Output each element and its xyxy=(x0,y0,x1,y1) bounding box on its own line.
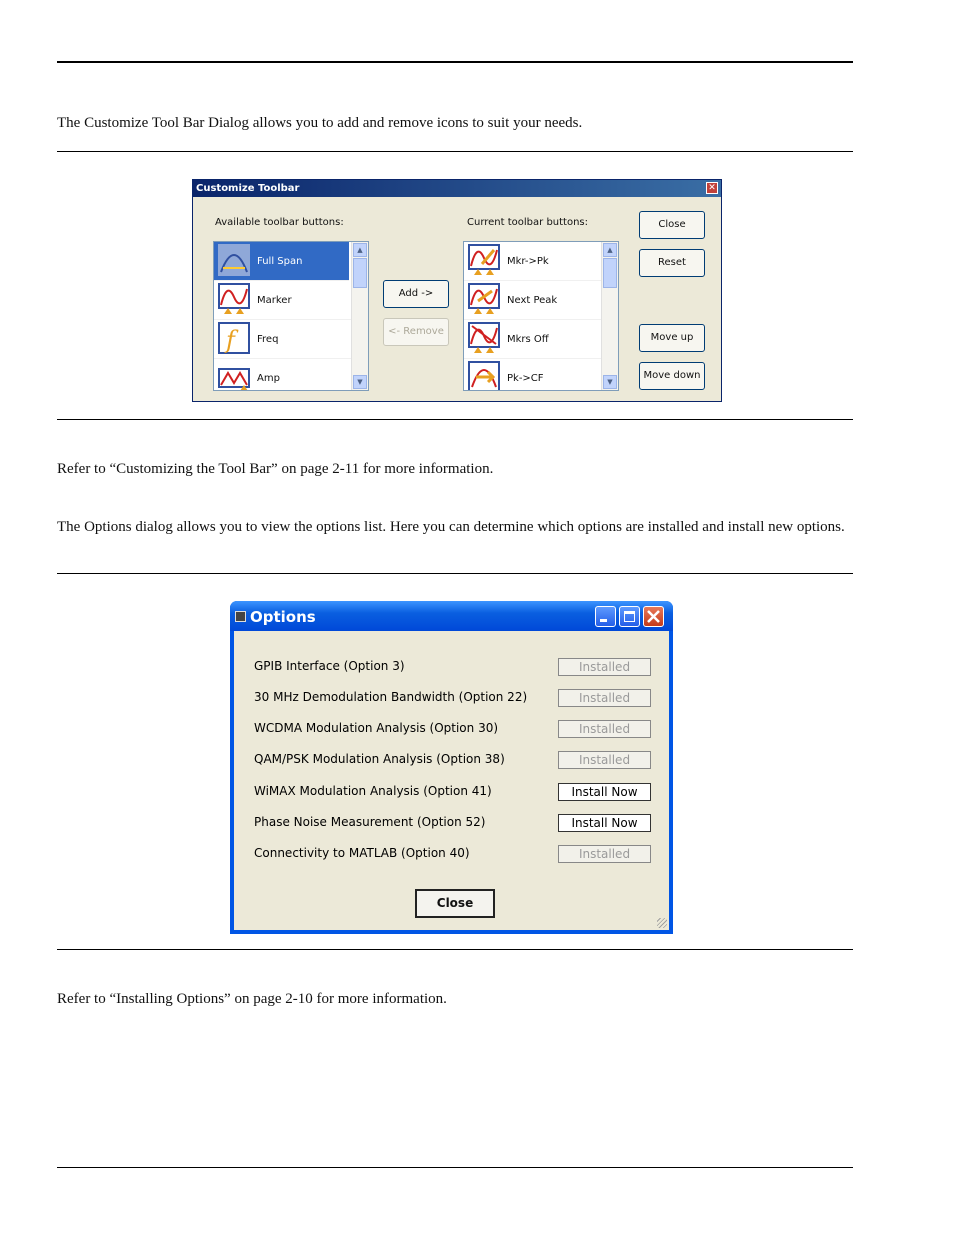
list-item-label: Mkrs Off xyxy=(507,334,549,345)
list-item[interactable] xyxy=(464,359,618,391)
app-icon xyxy=(235,611,246,622)
option-status-button[interactable]: Installed xyxy=(558,720,651,738)
top-rule xyxy=(57,61,853,63)
option-label: WiMAX Modulation Analysis (Option 41) xyxy=(254,784,492,798)
list-item[interactable] xyxy=(214,320,368,359)
move-down-button[interactable]: Move down xyxy=(639,362,705,390)
move-up-button[interactable]: Move up xyxy=(639,324,705,352)
options-reference-paragraph: Refer to “Installing Options” on page 2-10 for more information. xyxy=(57,991,447,1007)
option-label: Connectivity to MATLAB (Option 40) xyxy=(254,846,470,860)
list-item-label: Full Span xyxy=(257,256,303,267)
remove-button[interactable]: <- Remove xyxy=(383,318,449,346)
available-buttons-list[interactable] xyxy=(213,241,369,391)
list-item-label: Next Peak xyxy=(507,295,558,306)
list-item[interactable] xyxy=(214,281,368,320)
current-list-scrollbar[interactable] xyxy=(601,242,618,390)
peak-to-cf-icon xyxy=(468,361,500,391)
scroll-down-icon[interactable]: ▼ xyxy=(603,375,617,389)
dialog-title: Options xyxy=(250,608,316,626)
dialog-title-bar xyxy=(230,601,673,631)
install-now-button[interactable]: Install Now xyxy=(558,783,651,801)
scroll-up-icon[interactable]: ▲ xyxy=(353,243,367,257)
option-label: WCDMA Modulation Analysis (Option 30) xyxy=(254,721,499,735)
option-label: QAM/PSK Modulation Analysis (Option 38) xyxy=(254,752,505,766)
current-buttons-label: Current toolbar buttons: xyxy=(467,217,589,228)
minimize-icon[interactable] xyxy=(595,606,616,627)
close-icon[interactable] xyxy=(643,606,664,627)
scroll-thumb[interactable] xyxy=(603,258,617,288)
list-item-label: Freq xyxy=(257,334,279,345)
close-icon[interactable]: ✕ xyxy=(706,182,718,194)
scroll-up-icon[interactable]: ▲ xyxy=(603,243,617,257)
scroll-down-icon[interactable]: ▼ xyxy=(353,375,367,389)
close-button[interactable]: Close xyxy=(415,889,495,918)
freq-icon xyxy=(218,322,250,354)
install-now-button[interactable]: Install Now xyxy=(558,814,651,832)
option-label: Phase Noise Measurement (Option 52) xyxy=(254,815,486,829)
available-buttons-label: Available toolbar buttons: xyxy=(215,217,344,228)
dialog-title: Customize Toolbar xyxy=(196,183,300,194)
full-span-icon xyxy=(218,244,250,276)
customize-toolbar-dialog xyxy=(192,179,722,402)
options-intro-paragraph: The Options dialog allows you to view the options list. Here you can determine which options are installed and install new options. xyxy=(57,519,845,535)
figure2-top-rule xyxy=(57,573,853,574)
figure2-bottom-rule xyxy=(57,949,853,950)
list-item-label: Amp xyxy=(257,373,280,384)
footer-rule xyxy=(57,1167,853,1168)
list-item[interactable] xyxy=(464,242,618,281)
option-status-button[interactable]: Installed xyxy=(558,845,651,863)
option-status-button[interactable]: Installed xyxy=(558,658,651,676)
list-item[interactable] xyxy=(214,242,349,281)
list-item[interactable] xyxy=(464,320,618,359)
figure-bottom-rule xyxy=(57,419,853,420)
toolbar-reference-paragraph: Refer to “Customizing the Tool Bar” on page 2-11 for more information. xyxy=(57,461,494,477)
reset-button[interactable]: Reset xyxy=(639,249,705,277)
scroll-thumb[interactable] xyxy=(353,258,367,288)
add-button[interactable]: Add -> xyxy=(383,280,449,308)
option-label: GPIB Interface (Option 3) xyxy=(254,659,405,673)
list-item-label: Marker xyxy=(257,295,292,306)
list-item-label: Pk->CF xyxy=(507,373,544,384)
option-status-button[interactable]: Installed xyxy=(558,689,651,707)
markers-off-icon xyxy=(468,322,500,354)
options-body xyxy=(234,631,669,930)
list-item[interactable] xyxy=(214,359,368,391)
svg-text:f: f xyxy=(226,326,235,354)
option-status-button[interactable]: Installed xyxy=(558,751,651,769)
option-label: 30 MHz Demodulation Bandwidth (Option 22) xyxy=(254,690,528,704)
dialog-title-bar xyxy=(193,180,721,197)
amp-icon xyxy=(218,361,250,391)
intro-paragraph: The Customize Tool Bar Dialog allows you to add and remove icons to suit your needs. xyxy=(57,115,583,131)
options-dialog xyxy=(230,601,673,934)
marker-icon xyxy=(218,283,250,315)
marker-to-peak-icon xyxy=(468,244,500,276)
current-buttons-list[interactable] xyxy=(463,241,619,391)
resize-grip-icon[interactable] xyxy=(657,918,667,928)
close-button[interactable]: Close xyxy=(639,211,705,239)
figure-top-rule xyxy=(57,151,853,152)
list-item-label: Mkr->Pk xyxy=(507,256,549,267)
list-item[interactable] xyxy=(464,281,618,320)
maximize-icon[interactable] xyxy=(619,606,640,627)
available-list-scrollbar[interactable] xyxy=(351,242,368,390)
next-peak-icon xyxy=(468,283,500,315)
